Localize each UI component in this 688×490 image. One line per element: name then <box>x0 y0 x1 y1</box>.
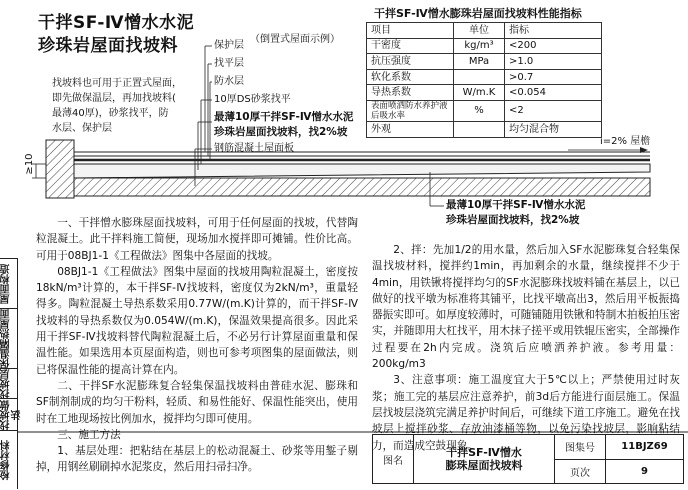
table-cell: 干密度 <box>367 38 454 54</box>
table-row <box>367 100 602 121</box>
table-row <box>367 121 602 137</box>
paragraph: 一、干拌憎水膨珠屋面找坡料，可用于任何屋面的找坡，代替陶粒混凝土。此干拌料施工简便，现场加水搅拌即可摊铺。性价比高。可用于08BJ1-1《工程做法》图集中各屋面的找坡。 <box>36 217 358 262</box>
slope-fill-layer <box>74 164 650 178</box>
table-row <box>367 69 602 85</box>
page-label: 页次 <box>555 459 606 484</box>
table-cell: <200 <box>505 38 602 54</box>
table-cell: 软化系数 <box>367 69 454 85</box>
layer-label-mortar: 10厚DS砂浆找平 <box>214 94 291 105</box>
body-left-column <box>36 215 358 474</box>
table-row <box>367 85 602 101</box>
page-title-line-2: 珍珠岩屋面找坡料 <box>38 36 178 56</box>
table-cell: W/m.K <box>454 85 505 101</box>
layer-bold-line-2: 珍珠岩屋面找坡料，找2%坡 <box>214 126 348 138</box>
left-note-line: 即先做保温层，再加找坡料( <box>52 93 176 104</box>
layer-label-protection: 保护层 <box>214 40 244 51</box>
properties-title: 干拌SF-Ⅳ憎水膨珠岩屋面找坡料性能指标 <box>374 7 582 20</box>
table-cell: 导热系数 <box>367 85 454 101</box>
title-block-label: 图名 <box>373 435 414 484</box>
page-number: 9 <box>606 459 684 484</box>
table-cell: <2 <box>505 100 602 121</box>
paragraph: 2、拌：先加1/2的用水量，然后加入SF水泥膨珠复合轻集保温找坡材料，搅拌约1min，再加剩余的水量，继续搅拌不少于4min，用铁锹将搅拌均匀的SF水泥膨珠找坡料铺在基层上，以已做好的找平墩为标准将其铺平，比找平墩高出3，然后用平板振捣器振实即可。如厚度较薄时，可随铺随用铁锹和特制木拍板拍压密实，并随即用大杠找平，用木抹子搓平或用铁辊压密实，全部操作过程要在2h内完成。浇筑后应喷洒养护液。参考用量：200kg/m3 <box>372 244 680 371</box>
table-cell: 均匀混合物 <box>505 121 602 137</box>
table-cell: >0.7 <box>505 69 602 85</box>
bottom-callout <box>446 198 585 228</box>
table-cell: % <box>454 100 505 121</box>
layer-label-slab: 钢筋混凝土屋面板 <box>214 143 294 154</box>
sidebar-label-4: 找坡做法 <box>1 400 23 430</box>
sidebar-label-2: 保温隔热屋面 <box>1 309 12 369</box>
table-cell <box>454 121 505 137</box>
title-block-name <box>414 435 555 484</box>
table-cell: >1.0 <box>505 54 602 70</box>
table-row <box>367 54 602 70</box>
table-header-cell: 指标 <box>505 23 602 39</box>
paragraph: 3、注意事项：施工温度宜大于5℃以上；严禁使用过时灰浆；施工完的基层应注意养护，前3d后方能进行面层施工。保温层找坡层浇筑完满足养护时间后，可继续下道工序施工。避免在找坡层上搅拌砂浆、存放油漆桶等物，以免污染找坡层，影响粘结力，而造成空鼓现象。 <box>372 374 680 452</box>
concrete-slab <box>74 178 650 196</box>
layer-label-leveling: 找平层 <box>214 58 244 69</box>
table-cell: MPa <box>454 54 505 70</box>
table-row <box>367 38 602 54</box>
bottom-callout-line-2: 珍珠岩屋面找坡料，找2%坡 <box>446 214 580 226</box>
dimension-label: ≥10 <box>24 153 35 175</box>
bottom-callout-line-1: 最薄10厚干拌SF-Ⅳ憎水水泥 <box>446 199 586 211</box>
left-note-line: 水层、保护层 <box>52 123 112 134</box>
layer-label-waterproof: 防水层 <box>214 76 244 87</box>
table-header-row <box>367 23 602 39</box>
title-block-name-line-1: 干拌SF-Ⅳ憎水 <box>446 446 522 459</box>
slope-label: i=2% 屋檐 <box>600 136 651 147</box>
title-block-name-line-2: 膨珠屋面找坡料 <box>445 459 523 472</box>
properties-table <box>366 22 602 138</box>
table-header-cell: 单位 <box>454 23 505 39</box>
table-cell: kg/m³ <box>454 38 505 54</box>
layer-bold-line-1: 最薄10厚干拌SF-Ⅳ憎水水泥 <box>214 111 354 123</box>
left-note-line: 最薄40厚)，砂浆找平，防 <box>52 108 169 119</box>
example-note: （倒置式屋面示例） <box>250 34 340 45</box>
table-cell: 表面喷洒防水养护液后吸水率 <box>367 100 454 121</box>
sidebar-label-5: 检修材料 <box>1 440 12 481</box>
table-cell: 外观 <box>367 121 454 137</box>
table-cell: 抗压强度 <box>367 54 454 70</box>
paragraph: 二、干拌SF水泥膨珠复合轻集保温找坡料由普硅水泥、膨珠和SF制剂制成的均匀干粉料，轻质、和易性能好、保温性能突出，使用时在工地现场按比例加水，搅拌均匀即可使用。 <box>36 379 358 425</box>
parapet-wall <box>46 140 74 198</box>
table-cell: <0.054 <box>505 85 602 101</box>
paragraph: 1、基层处理：把粘结在基层上的松动混凝土、砂浆等用錾子剔掉，用钢丝刷刷掉水泥浆皮，然后用扫帚扫净。 <box>36 445 358 474</box>
left-note-line: 找坡料也可用于正置式屋面， <box>52 78 182 89</box>
series-label: 图集号 <box>555 435 606 460</box>
section-heading: 三、施工方法 <box>57 428 121 441</box>
series-value: 11BJZ69 <box>606 435 684 460</box>
page-title-line-1: 干拌SF-Ⅳ憎水水泥 <box>38 13 195 33</box>
table-cell <box>454 69 505 85</box>
table-header-cell: 项目 <box>367 23 454 39</box>
title-block <box>372 434 684 484</box>
sidebar-label-3: 找坡层 <box>1 369 12 399</box>
sidebar-label-1: 屋面构造 <box>1 264 12 304</box>
paragraph: 08BJ1-1《工程做法》图集中屋面的找坡用陶粒混凝土，密度按18kN/m³计算的，本干拌SF-Ⅳ找坡料，密度仅为2kN/m³，重量轻得多。陶粒混凝土导热系数采用0.77W/(m.K)计算的，而干拌SF-Ⅳ找坡料的导热系数仅为0.054W/(m.K)，保温效果提高很多。因此采用干拌SF-Ⅳ找坡料替代陶粒混凝土后，不必另行计算屋面重量和保温性能。如果选用本页屋面构造，则也可参考项图集的屋面做法，则已将保温性能的提高计算在内。 <box>36 265 358 376</box>
